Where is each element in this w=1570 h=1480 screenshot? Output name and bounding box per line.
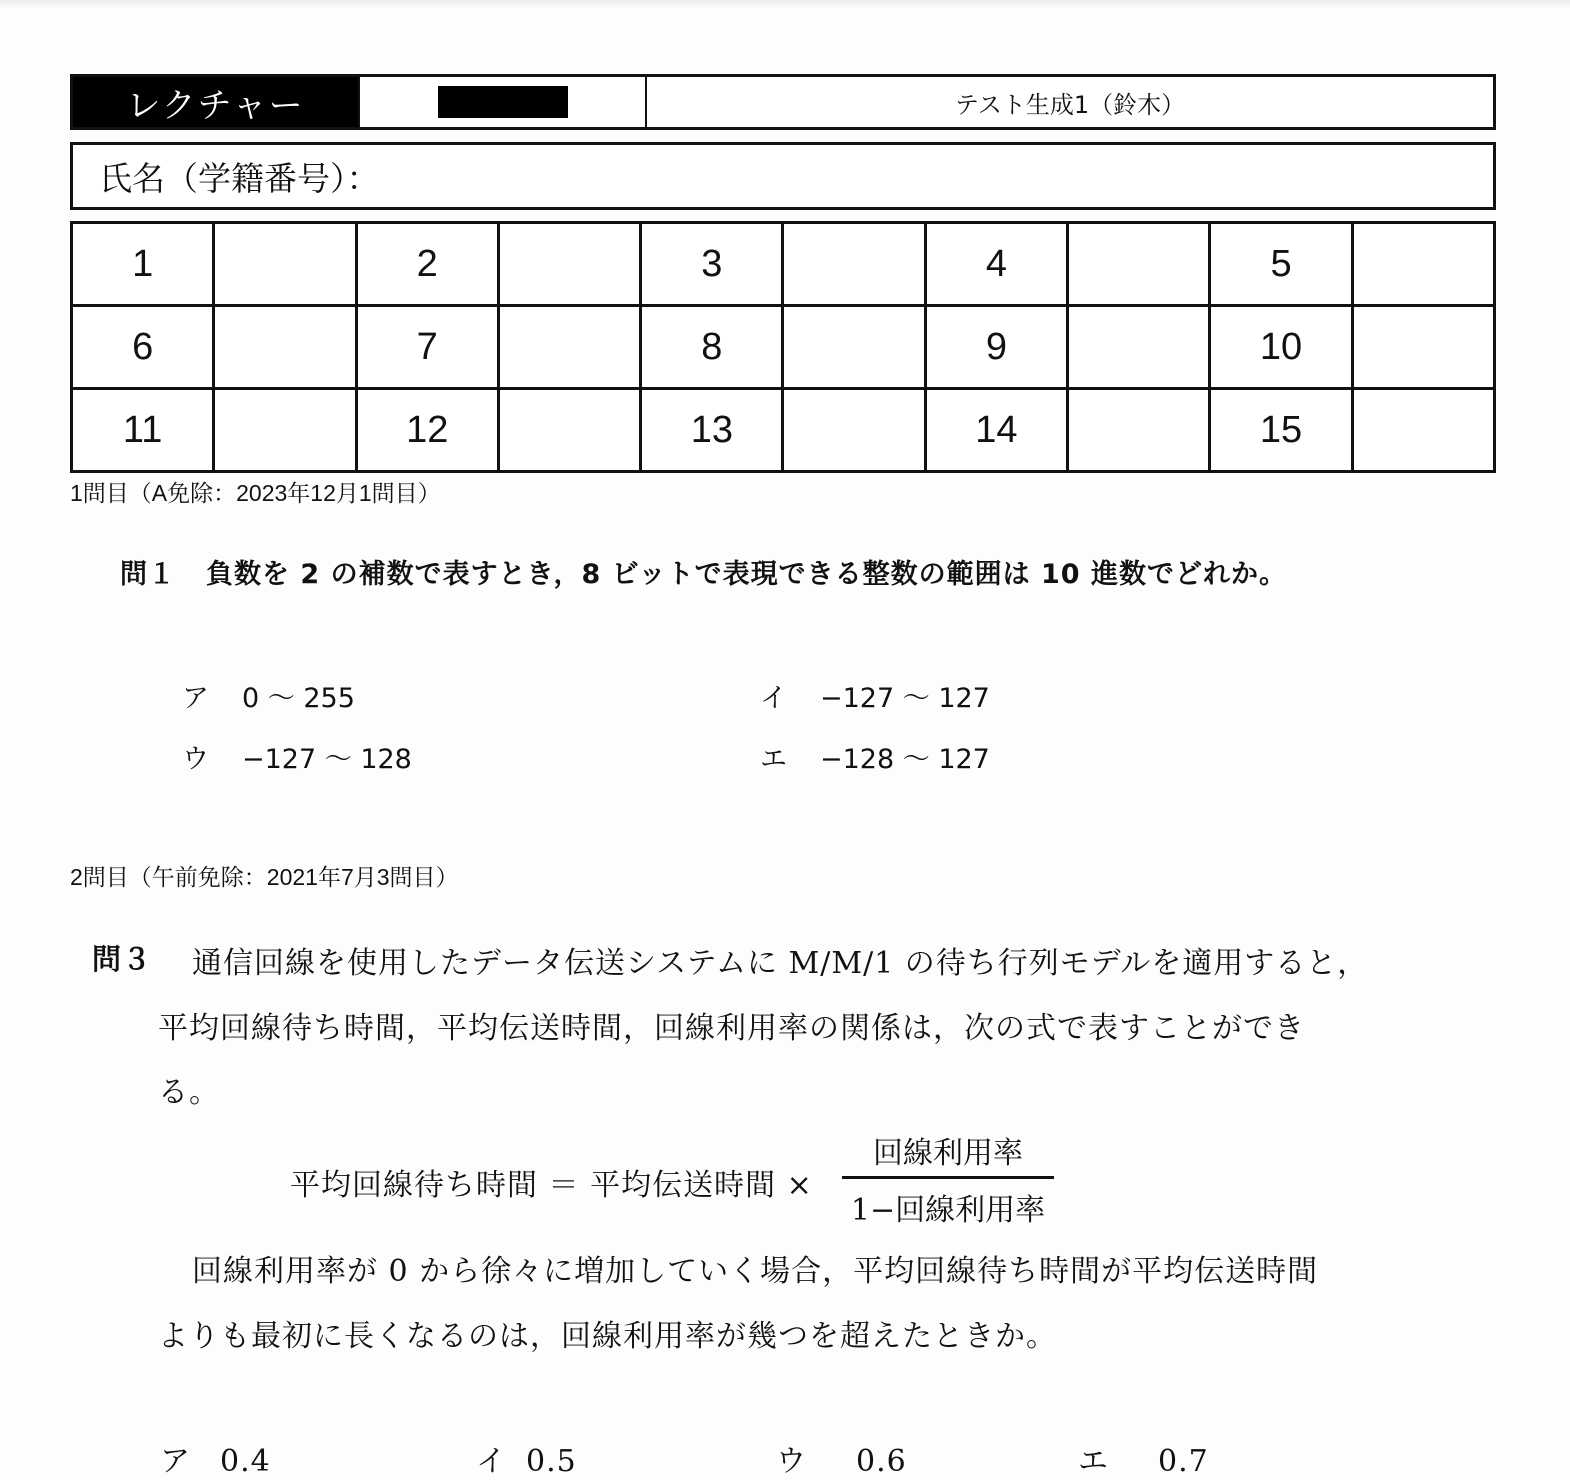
option-label: エ: [1078, 1444, 1109, 1479]
answer-grid-row: [72, 223, 1495, 306]
answer-cell[interactable]: [214, 306, 356, 389]
question-number-cell: 9: [925, 306, 1067, 389]
question-number-cell: 4: [925, 223, 1067, 306]
question-number-cell: 13: [641, 389, 783, 472]
question-number-cell: 14: [925, 389, 1067, 472]
option-value: −128 ～ 127: [820, 744, 990, 775]
answer-cell[interactable]: [783, 389, 925, 472]
page-top-shadow: [0, 0, 1570, 8]
test-title: テスト生成1（鈴木）: [954, 90, 1186, 119]
answer-cell[interactable]: [498, 223, 640, 306]
answer-cell[interactable]: [783, 223, 925, 306]
question-2-option[interactable]: [476, 1436, 577, 1480]
question-2-option[interactable]: [1078, 1436, 1209, 1480]
answer-cell[interactable]: [783, 306, 925, 389]
fraction-bar: [842, 1176, 1054, 1179]
question-1-option[interactable]: [182, 737, 412, 776]
question-1-source: 1問目（A免除：2023年12月1問目）: [70, 480, 441, 506]
question-2-option[interactable]: [776, 1436, 907, 1480]
answer-grid-row: [72, 389, 1495, 472]
name-field[interactable]: [70, 142, 1496, 210]
question-number-cell: 5: [1210, 223, 1352, 306]
answer-cell[interactable]: [498, 389, 640, 472]
answer-cell[interactable]: [214, 389, 356, 472]
question-2-number: 問３: [92, 942, 153, 976]
question-2-source: 2問目（午前免除：2021年7月3問目）: [70, 864, 459, 890]
option-value: −127 ～ 128: [242, 744, 412, 775]
question-number-cell: 1: [72, 223, 214, 306]
question-2-text-line: 平均回線待ち時間，平均伝送時間，回線利用率の関係は，次の式で表すことができ: [158, 1011, 1305, 1046]
question-number-cell: 2: [356, 223, 498, 306]
option-value: −127 ～ 127: [820, 683, 990, 714]
answer-cell[interactable]: [1068, 223, 1210, 306]
question-1-stem: [120, 552, 1287, 591]
option-value: 0.5: [526, 1444, 577, 1479]
option-label: ウ: [182, 744, 209, 775]
answer-cell[interactable]: [1068, 389, 1210, 472]
lecture-label: レクチャー: [73, 77, 358, 127]
question-1-number: 問１: [120, 559, 176, 590]
option-label: イ: [760, 683, 787, 714]
option-value: 0.4: [220, 1444, 271, 1479]
option-value: 0 ～ 255: [242, 683, 355, 714]
option-label: イ: [476, 1444, 507, 1479]
question-number-cell: 11: [72, 389, 214, 472]
question-2-text-line: 通信回線を使用したデータ伝送システムに M/M/1 の待ち行列モデルを適用すると，: [192, 946, 1369, 981]
course-code-cell: [358, 77, 647, 127]
answer-cell[interactable]: [1352, 306, 1494, 389]
question-1-text: 負数を 2 の補数で表すとき，8 ビットで表現できる整数の範囲は 10 進数でどれか。: [206, 559, 1287, 590]
option-label: ア: [160, 1444, 191, 1479]
question-2-prompt-line: 回線利用率が 0 から徐々に増加していく場合，平均回線待ち時間が平均伝送時間: [192, 1254, 1319, 1289]
question-2-option[interactable]: [160, 1436, 271, 1480]
question-1-option[interactable]: [760, 676, 990, 715]
option-label: ウ: [776, 1444, 807, 1479]
question-1-option[interactable]: [760, 737, 990, 776]
question-2-prompt-line: よりも最初に長くなるのは，回線利用率が幾つを超えたときか。: [158, 1319, 1057, 1354]
formula-denominator: 1−回線利用率: [850, 1193, 1046, 1228]
question-1-option[interactable]: [182, 676, 355, 715]
question-number-cell: 6: [72, 306, 214, 389]
option-value: 0.6: [856, 1444, 907, 1479]
name-field-label: 氏名（学籍番号）：: [99, 158, 380, 198]
option-label: ア: [182, 683, 209, 714]
question-number-cell: 3: [641, 223, 783, 306]
redacted-block: [438, 86, 568, 118]
answer-cell[interactable]: [214, 223, 356, 306]
formula-numerator: 回線利用率: [873, 1136, 1023, 1171]
answer-cell[interactable]: [498, 306, 640, 389]
answer-cell[interactable]: [1352, 223, 1494, 306]
formula-lhs: 平均回線待ち時間 ＝ 平均伝送時間 ×: [290, 1168, 813, 1203]
question-number-cell: 7: [356, 306, 498, 389]
answer-grid: [70, 221, 1496, 473]
option-label: エ: [760, 744, 787, 775]
answer-cell[interactable]: [1068, 306, 1210, 389]
question-2-text-line: る。: [158, 1075, 220, 1110]
formula-fraction: [842, 1128, 1054, 1229]
question-number-cell: 12: [356, 389, 498, 472]
answer-cell[interactable]: [1352, 389, 1494, 472]
question-number-cell: 8: [641, 306, 783, 389]
question-number-cell: 10: [1210, 306, 1352, 389]
header-table: [70, 74, 1496, 130]
answer-grid-row: [72, 306, 1495, 389]
option-value: 0.7: [1158, 1444, 1209, 1479]
question-number-cell: 15: [1210, 389, 1352, 472]
